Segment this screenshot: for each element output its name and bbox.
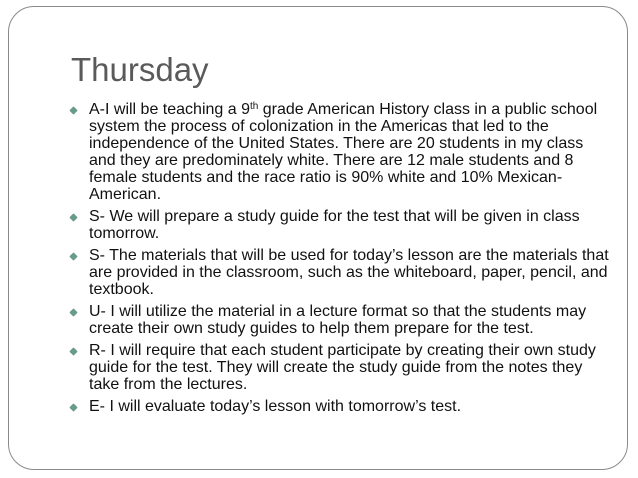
diamond-bullet-icon bbox=[69, 252, 77, 260]
bullet-text: R- I will require that each student participate by creating their own study guide for the test. They will create the study guide from the notes they take from the lectures. bbox=[89, 342, 596, 393]
slide-title: Thursday bbox=[71, 51, 209, 88]
bullet-text-part: A-I will be teaching a 9 bbox=[89, 101, 250, 118]
diamond-bullet-icon bbox=[69, 106, 77, 114]
bullet-text bbox=[89, 101, 610, 203]
bullet-text: U- I will utilize the material in a lecture format so that the students may create their own study guides to help them prepare for the test. bbox=[89, 303, 587, 337]
diamond-bullet-icon bbox=[69, 347, 77, 355]
bullet-item-a bbox=[70, 101, 610, 203]
bullet-text-part: grade American History class in a public school system the process of colonization in the Americas that led to the independence of the United States. There are 20 students in my class and they are predominately white. There are 12 male students and 8 female students and the race ratio is 90% white and 10% Mexican-American. bbox=[89, 101, 598, 203]
diamond-bullet-icon bbox=[69, 403, 77, 411]
bullet-list bbox=[70, 101, 610, 420]
diamond-bullet-icon bbox=[69, 308, 77, 316]
bullet-item-s2 bbox=[70, 247, 610, 298]
bullet-text: S- The materials that will be used for today’s lesson are the materials that are provided in the classroom, such as the whiteboard, paper, pencil, and textbook. bbox=[89, 247, 609, 298]
bullet-item-r bbox=[70, 342, 610, 393]
bullet-item-e bbox=[70, 398, 610, 415]
bullet-item-s1 bbox=[70, 208, 610, 242]
bullet-text: E- I will evaluate today’s lesson with tomorrow’s test. bbox=[89, 398, 462, 415]
diamond-bullet-icon bbox=[69, 213, 77, 221]
bullet-text: S- We will prepare a study guide for the test that will be given in class tomorrow. bbox=[89, 208, 580, 242]
bullet-item-u bbox=[70, 303, 610, 337]
ordinal-superscript: th bbox=[249, 101, 259, 112]
